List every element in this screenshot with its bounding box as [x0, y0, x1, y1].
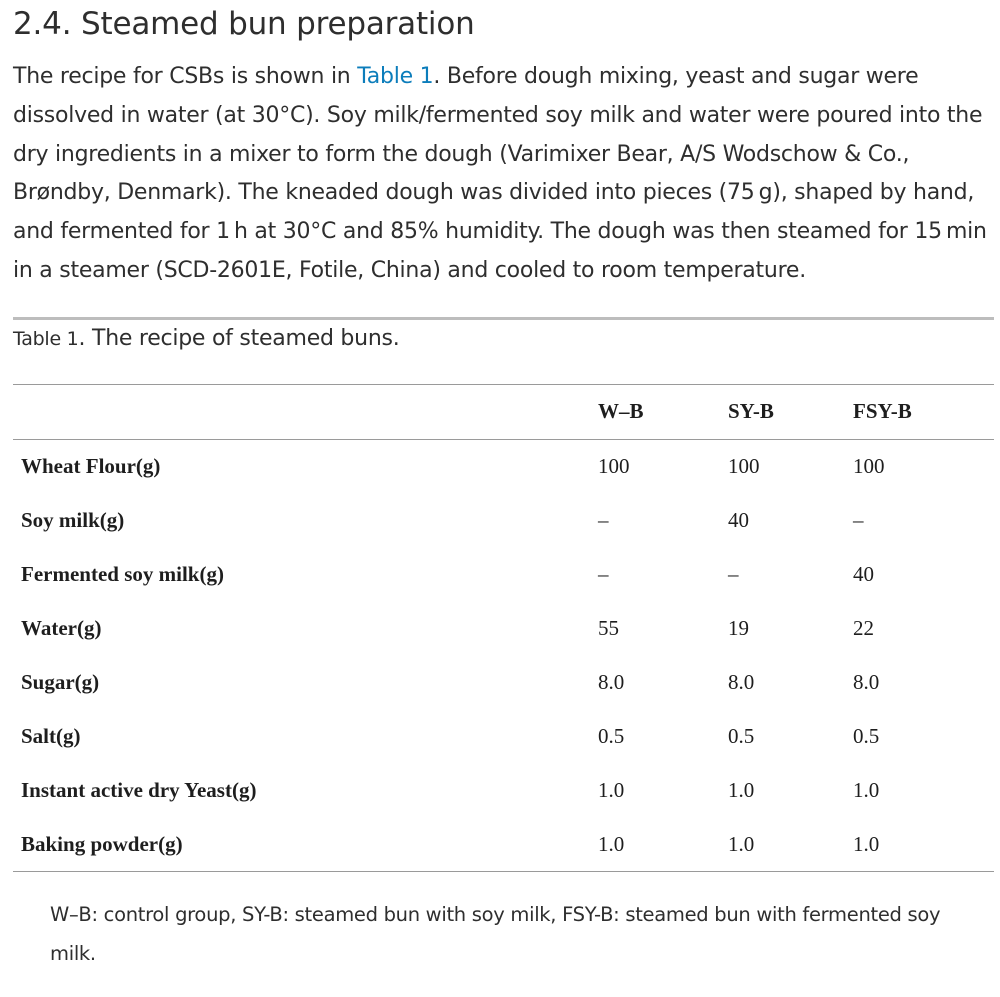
row-label: Salt(g)	[21, 724, 81, 748]
table-caption-text: . The recipe of steamed buns.	[78, 326, 400, 351]
paragraph-text-start: The recipe for CSBs is shown in	[13, 64, 358, 89]
table-footnote: W–B: control group, SY-B: steamed bun with soy milk, FSY-B: steamed bun with fermented soy milk.	[50, 903, 941, 965]
table-bottom-rule	[13, 871, 994, 872]
cell-wb: 1.0	[598, 778, 625, 802]
table-row	[0, 559, 1000, 589]
cell-fsyb: 1.0	[853, 832, 880, 856]
cell-wb: 1.0	[598, 832, 625, 856]
table-top-rule	[13, 317, 994, 320]
table-row	[0, 829, 1000, 859]
cell-syb: 19	[728, 616, 749, 640]
table-row	[0, 721, 1000, 751]
cell-fsyb: 0.5	[853, 724, 880, 748]
cell-fsyb: 100	[853, 454, 885, 478]
table-header-top-rule	[13, 384, 994, 385]
column-header-fsyb: FSY-B	[853, 399, 912, 423]
column-header-syb: SY-B	[728, 399, 774, 423]
row-label: Water(g)	[21, 616, 102, 640]
cell-syb: 1.0	[728, 832, 755, 856]
cell-syb: 8.0	[728, 670, 755, 694]
cell-fsyb: –	[853, 508, 864, 532]
cell-fsyb: 22	[853, 616, 874, 640]
table-row	[0, 667, 1000, 697]
cell-wb: 55	[598, 616, 619, 640]
section-heading: 2.4. Steamed bun preparation	[13, 6, 475, 42]
table-row	[0, 451, 1000, 481]
column-header-wb: W–B	[598, 399, 644, 423]
table-caption	[13, 323, 400, 355]
table-caption-label: Table 1	[13, 328, 79, 350]
cell-fsyb: 40	[853, 562, 874, 586]
cell-syb: 100	[728, 454, 760, 478]
row-label: Baking powder(g)	[21, 832, 183, 856]
cell-fsyb: 8.0	[853, 670, 880, 694]
table-row	[0, 505, 1000, 535]
row-label: Wheat Flour(g)	[21, 454, 161, 478]
cell-wb: 8.0	[598, 670, 625, 694]
table-row	[0, 613, 1000, 643]
row-label: Soy milk(g)	[21, 508, 125, 532]
table-row	[0, 775, 1000, 805]
cell-syb: 0.5	[728, 724, 755, 748]
cell-syb: –	[728, 562, 739, 586]
cell-wb: 0.5	[598, 724, 625, 748]
row-label: Instant active dry Yeast(g)	[21, 778, 257, 802]
cell-syb: 1.0	[728, 778, 755, 802]
row-label: Fermented soy milk(g)	[21, 562, 224, 586]
cell-syb: 40	[728, 508, 749, 532]
table-1-link[interactable]: Table 1	[357, 64, 434, 89]
cell-wb: –	[598, 562, 609, 586]
cell-wb: –	[598, 508, 609, 532]
paragraph-text-rest: . Before dough mixing, yeast and sugar were dissolved in water (at 30°C). Soy milk/fermented soy milk and water were poured into the dry ingredients in a mixer to form the dough (Varimixer Bear, A/S Wodschow & Co., Brøndby, Denmark). The kneaded dough was divided into pieces (75 g), shaped by hand, and fermented for 1 h at 30°C and 85% humidity. The dough was then steamed for 15 min in a steamer (SCD-2601E, Fotile, China) and cooled to room temperature.	[13, 64, 987, 283]
cell-wb: 100	[598, 454, 630, 478]
cell-fsyb: 1.0	[853, 778, 880, 802]
table-header-bottom-rule	[13, 439, 994, 440]
row-label: Sugar(g)	[21, 670, 100, 694]
section-paragraph	[13, 58, 993, 291]
